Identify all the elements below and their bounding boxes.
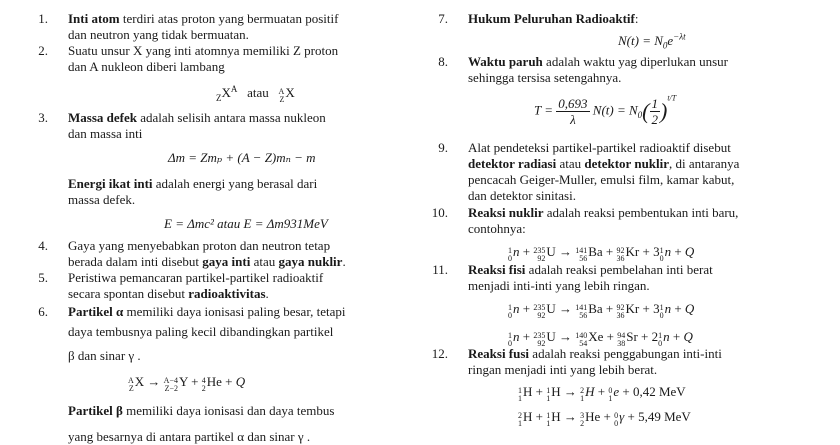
nuclear-reaction-equation: 1 0n + 235 92U → 141 56Ba + 92 36Kr + 31 0n + Q <box>508 244 695 263</box>
item-6 <box>38 304 418 445</box>
item-text: : <box>634 11 639 26</box>
item-4 <box>38 238 418 270</box>
fusion-equation-1: 1 1H + 1 1H → 2 1H + 0 1e + 0,42 MeV <box>518 384 686 403</box>
item-number: 9. <box>438 140 448 155</box>
item-text: berada dalam inti disebut <box>68 254 203 269</box>
item-text: atau <box>250 254 279 269</box>
nuclide-symbol-equation: $_ZX^A$ atau A ZX <box>216 84 295 104</box>
item-text: memiliki daya ionisasi dan daya tembus <box>122 403 335 418</box>
item-text: atau <box>556 156 585 171</box>
item-number: 11. <box>432 262 448 277</box>
term-hukum-peluruhan: Hukum Peluruhan Radioaktif <box>468 11 635 26</box>
term-partikel-beta: Partikel β <box>68 403 123 418</box>
item-2-line-2: dan A nukleon diberi lambang <box>68 59 225 74</box>
item-7 <box>438 11 828 51</box>
item-4-line-1: Gaya yang menyebabkan proton dan neutron tetap <box>68 238 331 253</box>
item-1 <box>38 11 418 43</box>
item-11-line-1 <box>468 262 828 278</box>
item-5 <box>38 270 418 302</box>
item-6-line-1 <box>68 304 418 320</box>
term-detektor-nuklir: detektor nuklir <box>584 156 670 171</box>
item-9-line-1: Alat pendeteksi partikel-partikel radioaktif disebut <box>468 140 731 155</box>
item-number: 1. <box>38 11 48 26</box>
item-1-line-2: dan neutron yang tidak bermuatan. <box>68 27 249 42</box>
item-9 <box>438 140 828 204</box>
term-detektor-radiasi: detektor radiasi <box>468 156 557 171</box>
decay-law-equation: $N(t) = N_0e^{-\lambda t}$ <box>618 31 686 51</box>
item-text: adalah energi yang berasal dari <box>152 176 318 191</box>
item-5-line-1: Peristiwa pemancaran partikel-partikel radioaktif <box>68 270 324 285</box>
term-waktu-paruh: Waktu paruh <box>468 54 543 69</box>
item-3-line-3 <box>68 176 418 192</box>
item-9-line-3: pencacah Geiger-Muller, emulsi film, kamar kabut, <box>468 172 735 187</box>
item-3-line-4: massa defek. <box>68 192 136 207</box>
fission-equation-2: 1 0n + 235 92U → 140 54Xe + 94 38Sr + 21 0n + Q <box>508 329 693 348</box>
stacked-index: A Z <box>278 87 285 104</box>
term-gaya-inti: gaya inti <box>202 254 251 269</box>
fusion-equation-2: 2 1H + 1 1H → 3 2He + 0 0γ + 5,49 MeV <box>518 409 691 428</box>
item-8-line-1 <box>468 54 828 70</box>
item-number: 6. <box>38 304 48 319</box>
item-6-line-4 <box>68 403 418 419</box>
item-text: . <box>342 254 346 269</box>
term-reaksi-nuklir: Reaksi nuklir <box>468 205 544 220</box>
item-text: adalah reaksi pembelahan inti berat <box>525 262 713 277</box>
term-reaksi-fisi: Reaksi fisi <box>468 262 526 277</box>
item-4-line-2 <box>68 254 418 270</box>
item-6-line-2: daya tembusnya paling kecil dibandingkan partikel <box>68 324 334 339</box>
item-number: 2. <box>38 43 48 58</box>
item-3 <box>38 110 418 232</box>
item-text: memiliki daya ionisasi paling besar, tetapi <box>123 304 346 319</box>
item-number: 8. <box>438 54 448 69</box>
item-10-line-1 <box>468 205 828 221</box>
item-10 <box>431 205 828 263</box>
item-2-line-1: Suatu unsur X yang inti atomnya memiliki Z proton <box>68 43 339 58</box>
item-1-line-1 <box>68 11 418 27</box>
term-energi-ikat: Energi ikat inti <box>68 176 153 191</box>
term-partikel-alpha: Partikel α <box>68 304 124 319</box>
item-number: 12. <box>431 346 448 361</box>
item-9-line-4: dan detektor sinitasi. <box>468 188 576 203</box>
item-3-line-2: dan massa inti <box>68 126 143 141</box>
fraction-numerator: 0,693 <box>558 96 588 111</box>
item-text: , di antaranya <box>669 156 740 171</box>
energy-value: + 0,42 MeV <box>622 384 686 399</box>
half-life-equation: T = $\frac{0,693}{\lambda}$ $N(t) = N_0$( $\frac{1}{2}$ )$^{t/T}$ <box>534 93 677 127</box>
fission-equation-1: 1 0n + 235 92U → 141 56Ba + 92 36Kr + 31 0n + Q <box>508 301 695 320</box>
term-massa-defek: Massa defek <box>68 110 137 125</box>
term-gaya-nuklir: gaya nuklir <box>278 254 343 269</box>
fraction-denominator: λ <box>570 112 576 127</box>
item-9-line-2 <box>468 156 828 172</box>
item-12-line-1 <box>468 346 828 362</box>
item-12-line-2: ringan menjadi inti yang lebih berat. <box>468 362 658 377</box>
item-2 <box>38 43 418 106</box>
alpha-decay-equation: A ZX → A−4 Z−2Y + 4 2He + Q <box>128 374 246 393</box>
item-text: . <box>265 286 269 301</box>
item-number: 4. <box>38 238 48 253</box>
item-number: 10. <box>431 205 448 220</box>
item-8-line-2: sehingga tersisa setengahnya. <box>468 70 622 85</box>
binding-energy-equation: E = Δmc² atau E = Δm931MeV <box>164 216 328 231</box>
item-text: adalah selisih antara massa nukleon <box>136 110 326 125</box>
item-number: 7. <box>438 11 448 26</box>
item-5-line-2 <box>68 286 418 302</box>
item-8 <box>438 54 828 127</box>
item-7-line-1 <box>468 11 828 27</box>
mass-defect-equation: Δm = Zmₚ + (A − Z)mₙ − m <box>168 150 316 165</box>
item-6-line-3: β dan sinar γ . <box>68 348 141 363</box>
item-text: secara spontan disebut <box>68 286 189 301</box>
term-reaksi-fusi: Reaksi fusi <box>468 346 530 361</box>
item-text: adalah reaksi pembentukan inti baru, <box>543 205 739 220</box>
item-6-line-5: yang besarnya di antara partikel α dan sinar γ . <box>68 429 311 444</box>
equation-text: atau <box>247 85 269 100</box>
item-number: 5. <box>38 270 48 285</box>
item-12 <box>431 346 828 428</box>
item-number: 3. <box>38 110 48 125</box>
item-text: adalah reaksi penggabungan inti-inti <box>529 346 722 361</box>
item-11-line-2: menjadi inti-inti yang lebih ringan. <box>468 278 650 293</box>
item-3-line-1 <box>68 110 418 126</box>
energy-value: + 5,49 MeV <box>627 409 691 424</box>
item-10-line-2: contohnya: <box>468 221 526 236</box>
item-text: adalah waktu yag diperlukan unsur <box>542 54 728 69</box>
item-11 <box>432 262 828 348</box>
term-inti-atom: Inti atom <box>68 11 120 26</box>
item-text: terdiri atas proton yang bermuatan positif <box>119 11 339 26</box>
term-radioaktivitas: radioaktivitas <box>188 286 266 301</box>
